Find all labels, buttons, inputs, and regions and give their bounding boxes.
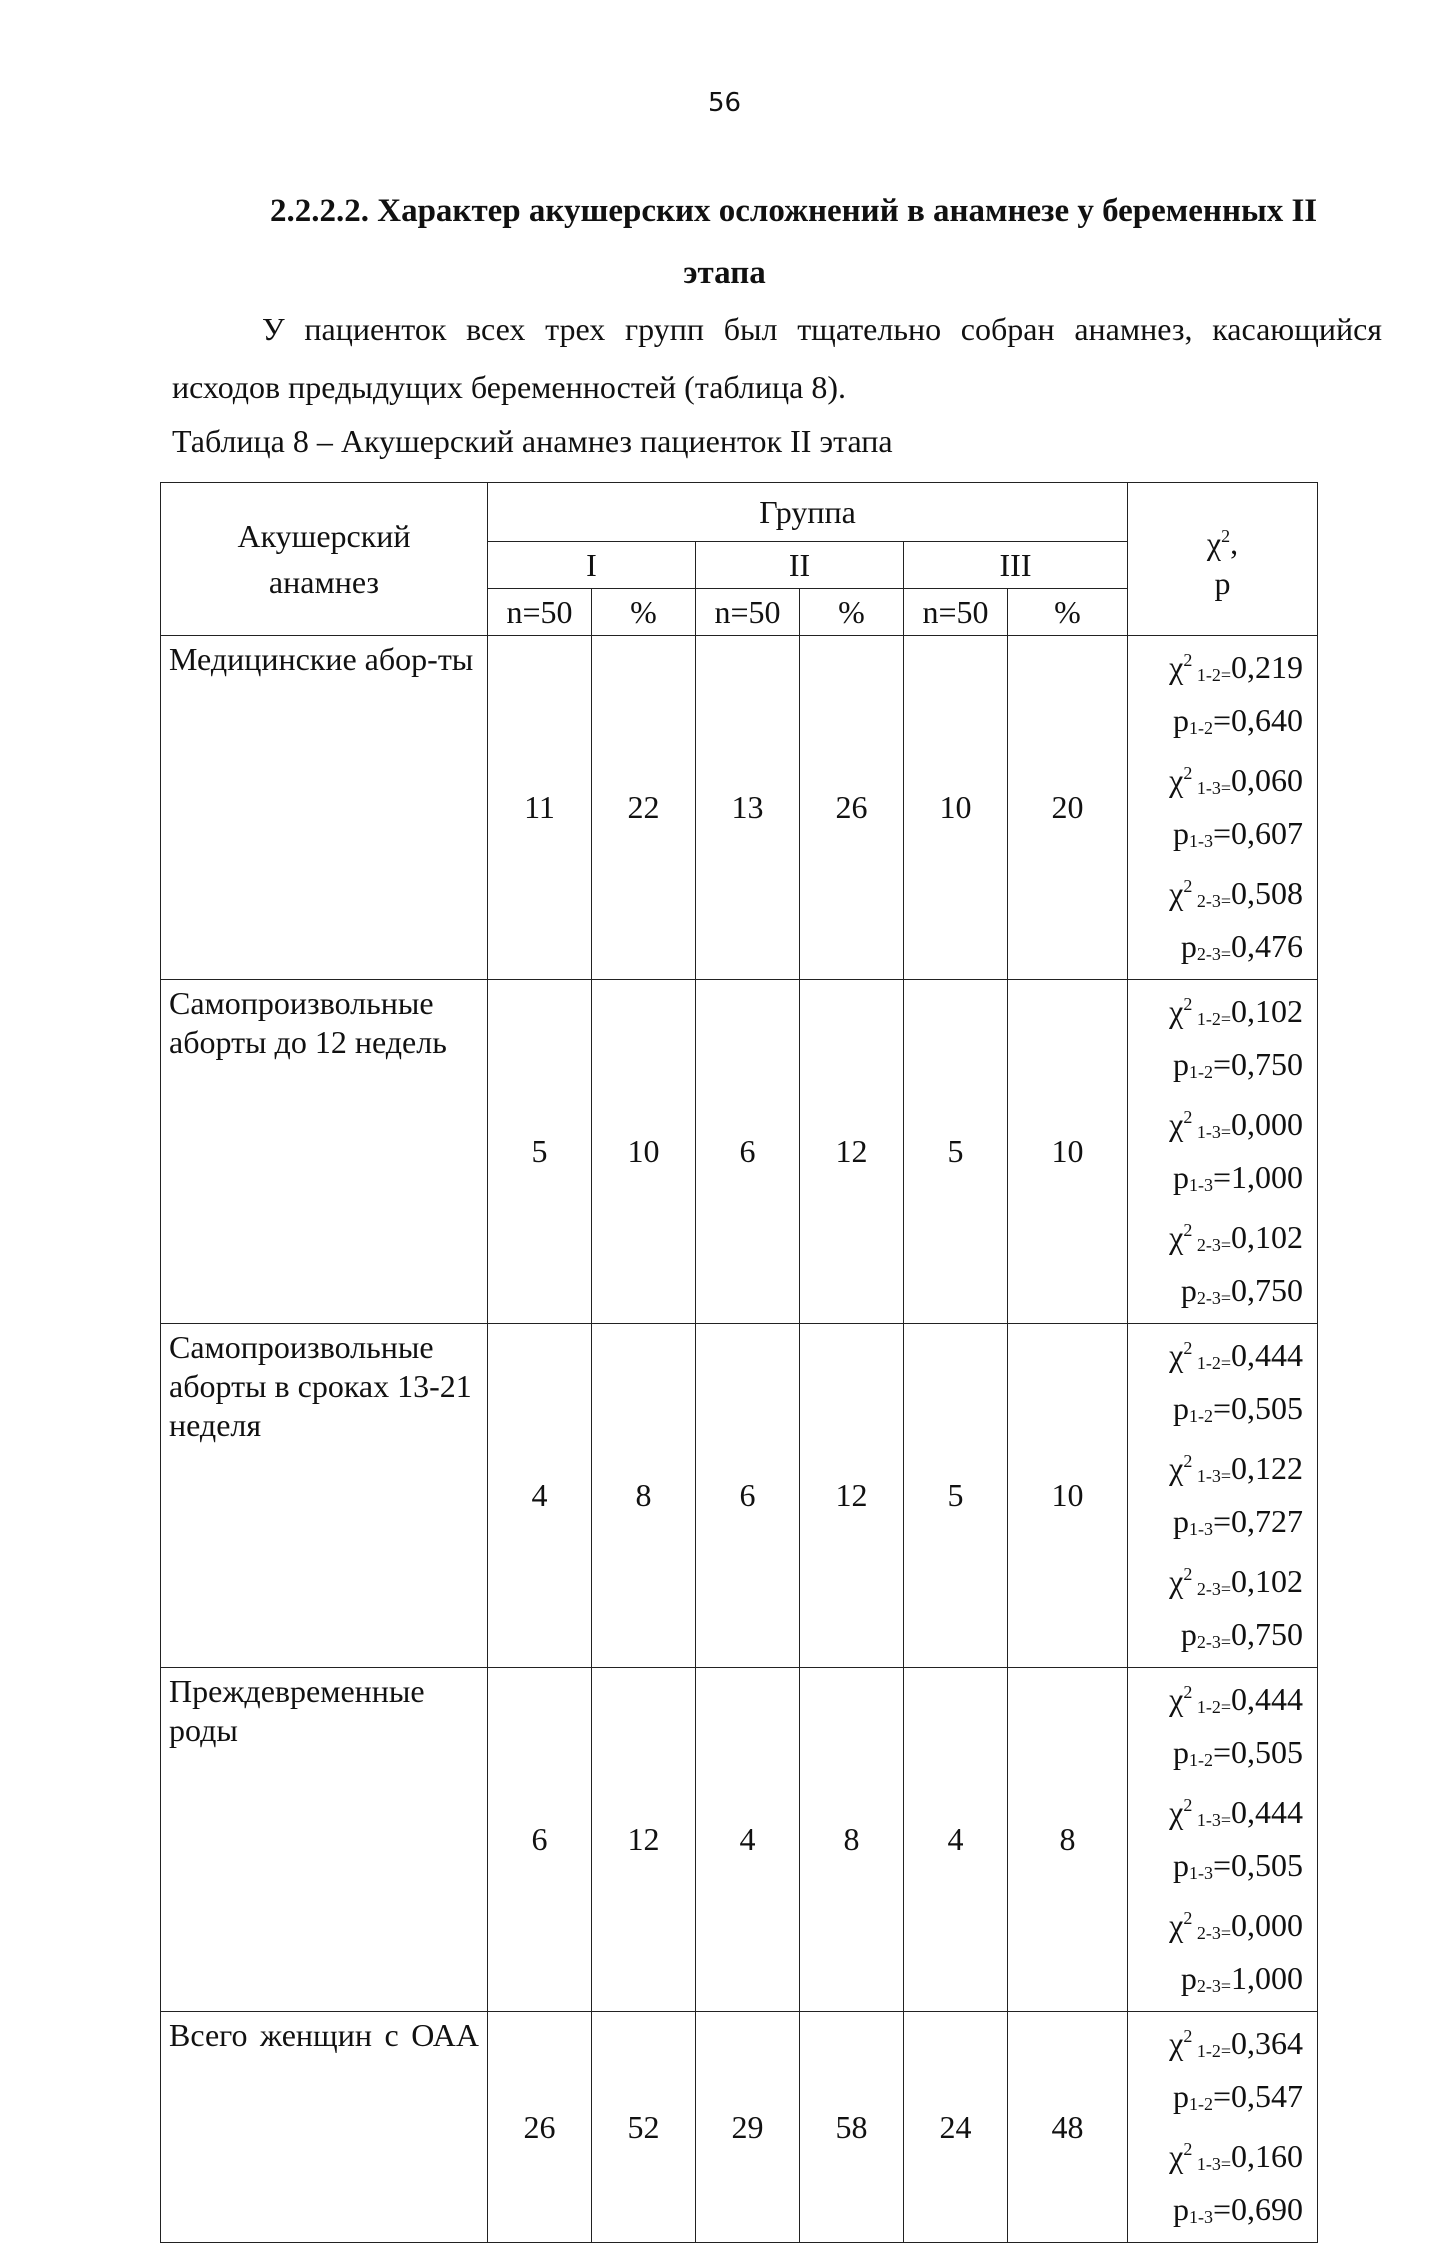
stats-cell	[1128, 980, 1318, 1324]
stat-sub: 1-2=	[1192, 2041, 1232, 2061]
stat-symbol: р	[1172, 2191, 1189, 2227]
stat-sup: 2	[1183, 650, 1193, 670]
table-body	[161, 636, 1318, 2243]
stat-symbol: χ	[1169, 1219, 1184, 1255]
stat-line	[1136, 2127, 1303, 2187]
row-label: Всего женщин с ОАА	[161, 2012, 488, 2243]
stats-cell	[1128, 1324, 1318, 1668]
stat-value: 0,060	[1231, 762, 1304, 798]
stat-value: 0,750	[1231, 1616, 1304, 1652]
stat-line	[1136, 982, 1303, 1042]
stat-sub: 1-2	[1188, 718, 1213, 738]
stat-value: =0,690	[1212, 2191, 1304, 2227]
header-group: Группа	[488, 483, 1128, 542]
heading-line-2: этапа	[683, 255, 766, 291]
header-chi-comma: ,	[1230, 524, 1239, 561]
n-label-ii: n=50	[696, 589, 800, 636]
row-label: Преждевременные роды	[161, 1668, 488, 2012]
percent-cell: 48	[1008, 2012, 1128, 2243]
stat-sub: 1-2	[1188, 1406, 1213, 1426]
percent-cell: 26	[800, 636, 904, 980]
stat-value: =0,547	[1212, 2078, 1304, 2114]
stat-symbol: р	[1172, 1847, 1189, 1883]
page-number: 56	[707, 88, 742, 118]
percent-cell: 10	[1008, 980, 1128, 1324]
stat-sub: 2-3=	[1196, 1976, 1232, 1996]
stat-symbol: χ	[1169, 1794, 1184, 1830]
stat-sup: 2	[1183, 1220, 1193, 1240]
table-row	[161, 980, 1318, 1324]
n-label-iii: n=50	[904, 589, 1008, 636]
stat-sup: 2	[1183, 2139, 1193, 2159]
count-cell: 29	[696, 2012, 800, 2243]
stat-sub: 2-3=	[1192, 891, 1232, 911]
stat-symbol: р	[1180, 928, 1197, 964]
n-label-i: n=50	[488, 589, 592, 636]
heading-line-1: 2.2.2.2. Характер акушерских осложнений в анамнезе у беременных II	[270, 193, 1318, 229]
count-cell: 4	[904, 1668, 1008, 2012]
stat-sub: 1-3	[1188, 1175, 1213, 1195]
stat-value: 0,750	[1231, 1272, 1304, 1308]
stat-value: 0,476	[1231, 928, 1304, 964]
stat-symbol: χ	[1169, 2025, 1184, 2061]
stat-value: 0,122	[1231, 1450, 1304, 1486]
stat-line	[1136, 1783, 1303, 1843]
table-row	[161, 2012, 1318, 2243]
stat-line	[1136, 1095, 1303, 1155]
stat-sub: 1-3=	[1192, 778, 1232, 798]
stats-cell	[1128, 2012, 1318, 2243]
percent-cell: 52	[592, 2012, 696, 2243]
stat-sub: 1-3	[1188, 1519, 1213, 1539]
stat-line	[1136, 1956, 1303, 2009]
stat-value: 0,000	[1231, 1106, 1304, 1142]
table-row	[161, 636, 1318, 980]
header-anamnesis: Акушерский анамнез	[161, 483, 488, 636]
stat-sub: 1-3	[1188, 1863, 1213, 1883]
stat-line	[1136, 1670, 1303, 1730]
stat-symbol: χ	[1169, 1681, 1184, 1717]
stat-line	[1136, 1042, 1303, 1095]
stat-line	[1136, 2074, 1303, 2127]
stat-sub: 2-3=	[1192, 1235, 1232, 1255]
stat-symbol: χ	[1169, 2138, 1184, 2174]
stat-line	[1136, 1439, 1303, 1499]
stat-sup: 2	[1183, 1682, 1193, 1702]
table-row	[161, 1668, 1318, 2012]
percent-cell: 8	[592, 1324, 696, 1668]
stat-sup: 2	[1183, 1107, 1193, 1127]
group-i: I	[488, 542, 696, 589]
stat-value: =0,505	[1212, 1847, 1304, 1883]
percent-cell: 10	[592, 980, 696, 1324]
header-chi-symbol: χ	[1206, 524, 1222, 561]
stat-sub: 1-3	[1188, 2207, 1213, 2227]
count-cell: 4	[696, 1668, 800, 2012]
stat-sup: 2	[1183, 1338, 1193, 1358]
stat-sub: 2-3=	[1192, 1579, 1232, 1599]
stat-sup: 2	[1183, 1795, 1193, 1815]
stat-line	[1136, 1612, 1303, 1665]
percent-cell: 12	[592, 1668, 696, 2012]
stat-value: =0,607	[1212, 815, 1304, 851]
percent-cell: 22	[592, 636, 696, 980]
stat-symbol: р	[1172, 2078, 1189, 2114]
stat-symbol: р	[1172, 1734, 1189, 1770]
stat-value: 0,444	[1231, 1681, 1304, 1717]
stat-symbol: р	[1172, 1503, 1189, 1539]
stat-symbol: р	[1172, 815, 1189, 851]
stat-line	[1136, 864, 1303, 924]
count-cell: 6	[488, 1668, 592, 2012]
count-cell: 6	[696, 1324, 800, 1668]
stat-symbol: χ	[1169, 649, 1184, 685]
stat-sub: 2-3=	[1196, 944, 1232, 964]
pct-label-i: %	[592, 589, 696, 636]
stat-line	[1136, 1552, 1303, 1612]
stat-symbol: χ	[1169, 1337, 1184, 1373]
paragraph-line-2: исходов предыдущих беременностей (таблица 8).	[172, 369, 846, 405]
stat-sup: 2	[1183, 2026, 1193, 2046]
stat-symbol: р	[1180, 1960, 1197, 1996]
row-label: Самопроизвольные аборты до 12 недель	[161, 980, 488, 1324]
stat-sub: 2-3=	[1192, 1923, 1232, 1943]
stat-sub: 1-2	[1188, 1062, 1213, 1082]
percent-cell: 12	[800, 980, 904, 1324]
percent-cell: 10	[1008, 1324, 1128, 1668]
percent-cell: 12	[800, 1324, 904, 1668]
group-ii: II	[696, 542, 904, 589]
stat-line	[1136, 1499, 1303, 1552]
stat-value: =0,505	[1212, 1734, 1304, 1770]
stat-sup: 2	[1183, 994, 1193, 1014]
table-row	[161, 1324, 1318, 1668]
count-cell: 5	[488, 980, 592, 1324]
stat-sup: 2	[1183, 1564, 1193, 1584]
stat-symbol: χ	[1169, 1450, 1184, 1486]
stat-symbol: χ	[1169, 762, 1184, 798]
body-paragraph	[172, 300, 1382, 416]
stat-symbol: χ	[1169, 1106, 1184, 1142]
count-cell: 26	[488, 2012, 592, 2243]
stat-sup: 2	[1183, 763, 1193, 783]
anamnesis-table	[160, 482, 1318, 2243]
row-label: Медицинские абор-ты	[161, 636, 488, 980]
stat-sub: 1-2=	[1192, 1353, 1232, 1373]
stat-symbol: р	[1172, 702, 1189, 738]
group-iii: III	[904, 542, 1128, 589]
stat-line	[1136, 811, 1303, 864]
stat-symbol: р	[1172, 1159, 1189, 1195]
count-cell: 13	[696, 636, 800, 980]
stat-line	[1136, 1208, 1303, 1268]
stat-symbol: χ	[1169, 875, 1184, 911]
pct-label-iii: %	[1008, 589, 1128, 636]
paragraph-line-1: У пациенток всех трех групп был тщательно собран анамнез, касающийся	[262, 311, 1382, 347]
stat-sub: 1-3=	[1192, 1466, 1232, 1486]
count-cell: 6	[696, 980, 800, 1324]
stat-symbol: χ	[1169, 1563, 1184, 1599]
header-chi-p	[1128, 483, 1318, 636]
stat-symbol: р	[1180, 1616, 1197, 1652]
header-row-1	[161, 483, 1318, 542]
stat-sub: 1-3=	[1192, 1122, 1232, 1142]
stat-symbol: р	[1172, 1390, 1189, 1426]
stat-sup: 2	[1183, 1451, 1193, 1471]
stat-sub: 1-2=	[1192, 1009, 1232, 1029]
header-chi-sup: 2	[1221, 525, 1231, 546]
count-cell: 5	[904, 980, 1008, 1324]
row-label: Самопроизвольные аборты в сроках 13-21 неделя	[161, 1324, 488, 1668]
stat-sub: 1-3=	[1192, 1810, 1232, 1830]
stat-value: =0,640	[1212, 702, 1304, 738]
stat-line	[1136, 698, 1303, 751]
stat-value: 0,102	[1231, 993, 1304, 1029]
stat-line	[1136, 1896, 1303, 1956]
stat-sub: 1-3=	[1192, 2154, 1232, 2174]
stat-sub: 1-2=	[1192, 665, 1232, 685]
stat-value: =0,505	[1212, 1390, 1304, 1426]
stat-symbol: χ	[1169, 993, 1184, 1029]
count-cell: 24	[904, 2012, 1008, 2243]
stat-value: 0,102	[1231, 1219, 1304, 1255]
stat-sub: 2-3=	[1196, 1288, 1232, 1308]
stat-sup: 2	[1183, 876, 1193, 896]
header-p: р	[1214, 564, 1231, 601]
stat-symbol: р	[1172, 1046, 1189, 1082]
stat-value: 0,219	[1231, 649, 1304, 685]
stat-line	[1136, 1386, 1303, 1439]
stat-value: 0,364	[1231, 2025, 1304, 2061]
stat-line	[1136, 924, 1303, 977]
stat-line	[1136, 2014, 1303, 2074]
stat-value: 0,102	[1231, 1563, 1304, 1599]
stat-value: 0,000	[1231, 1907, 1304, 1943]
stats-cell	[1128, 636, 1318, 980]
stat-value: 0,444	[1231, 1337, 1304, 1373]
stat-value: 0,160	[1231, 2138, 1304, 2174]
stat-sub: 1-2=	[1192, 1697, 1232, 1717]
stat-value: 0,444	[1231, 1794, 1304, 1830]
percent-cell: 58	[800, 2012, 904, 2243]
count-cell: 11	[488, 636, 592, 980]
stat-symbol: χ	[1169, 1907, 1184, 1943]
stat-value: =0,727	[1212, 1503, 1304, 1539]
percent-cell: 20	[1008, 636, 1128, 980]
stat-symbol: р	[1180, 1272, 1197, 1308]
stat-line	[1136, 1155, 1303, 1208]
table-caption: Таблица 8 – Акушерский анамнез пациенток II этапа	[172, 423, 893, 459]
stat-value: =1,000	[1212, 1159, 1304, 1195]
percent-cell: 8	[800, 1668, 904, 2012]
count-cell: 4	[488, 1324, 592, 1668]
stat-line	[1136, 2187, 1303, 2240]
stat-sup: 2	[1183, 1908, 1193, 1928]
stat-line	[1136, 1730, 1303, 1783]
stat-value: 0,508	[1231, 875, 1304, 911]
stats-cell	[1128, 1668, 1318, 2012]
stat-line	[1136, 1326, 1303, 1386]
percent-cell: 8	[1008, 1668, 1128, 2012]
stat-value: =0,750	[1212, 1046, 1304, 1082]
stat-line	[1136, 638, 1303, 698]
section-heading	[270, 180, 1370, 304]
count-cell: 10	[904, 636, 1008, 980]
stat-sub: 2-3=	[1196, 1632, 1232, 1652]
count-cell: 5	[904, 1324, 1008, 1668]
stat-value: 1,000	[1231, 1960, 1304, 1996]
stat-line	[1136, 1268, 1303, 1321]
stat-sub: 1-2	[1188, 2094, 1213, 2114]
pct-label-ii: %	[800, 589, 904, 636]
stat-line	[1136, 751, 1303, 811]
stat-sub: 1-2	[1188, 1750, 1213, 1770]
stat-sub: 1-3	[1188, 831, 1213, 851]
stat-line	[1136, 1843, 1303, 1896]
